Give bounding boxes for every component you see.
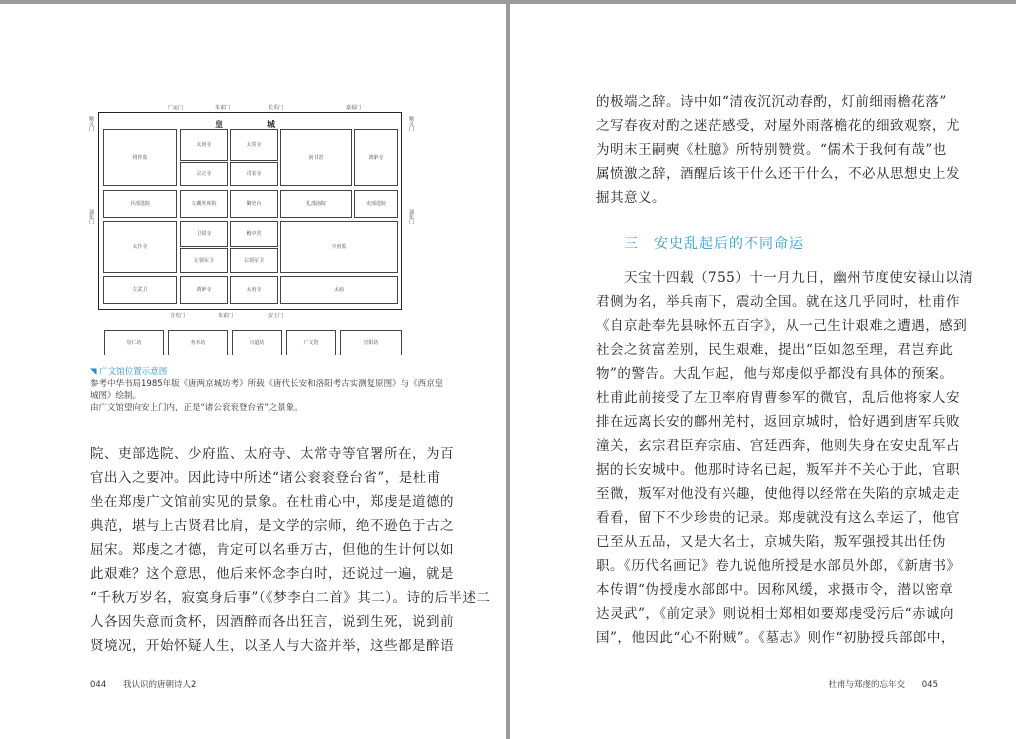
map-block: 殿中省	[230, 221, 278, 247]
section-heading: 三 安史乱起后的不同命运	[624, 236, 804, 252]
map-block: 宗正寺	[180, 162, 228, 186]
page-number: 044	[90, 680, 107, 690]
map-block: 左武卫	[103, 276, 177, 304]
text-line: 屈宋。郑虔之才德，肯定可以名垂万古，但他的生计何以如	[90, 542, 454, 558]
right-body-text	[596, 266, 974, 650]
text-line: 据的长安城中。他那时诗名已起，叛军并不关心于此，官职	[596, 462, 960, 478]
right-footer	[829, 678, 938, 690]
map-gate-label: 顺义门	[408, 116, 414, 131]
text-line: 排在远离长安的鄜州羌村，返回京城时，恰好遇到唐军兵败	[596, 414, 960, 430]
text-line: 已至从五品，又是大名士，京城失陷，叛军强授其出任伪	[596, 534, 946, 550]
book-title: 我认识的唐朝诗人2	[122, 680, 197, 690]
map-block: 鸿胪寺	[180, 276, 228, 304]
text-line: 官出入之要冲。因此诗中所述“诸公衮衮登台省”，是杜甫	[90, 470, 441, 486]
caption-title-text: 广文馆位置示意图	[99, 367, 168, 377]
map-block: 尚书省	[280, 129, 352, 186]
map-block: 右领军卫	[230, 248, 278, 273]
text-line: 杜甫此前接受了左卫率府胄曹参军的微官，乱后他将家人安	[596, 390, 960, 406]
text-line: 《自京赴奉先县咏怀五百字》，从一己生计艰难之遭遇，感到	[596, 318, 968, 334]
text-line: 坐在郑虔广文馆前实见的景象。在杜甫心中，郑虔是道德的	[90, 494, 454, 510]
caption-marker-icon: ◥	[90, 367, 100, 377]
map-gate-label: 顺义门	[88, 116, 94, 131]
text-line: 掘其意义。	[596, 190, 666, 206]
map-block: 太仆寺	[103, 221, 177, 273]
map-block: 左领军卫	[180, 248, 228, 273]
figure-caption	[90, 366, 443, 414]
text-line: 物”的警告。大乱乍起，他与郑虔似乎都没有具体的预案。	[596, 366, 954, 382]
left-page	[0, 4, 506, 739]
map-block: 卫尉寺	[180, 221, 228, 247]
map-block: 太府寺	[230, 276, 278, 304]
text-line: 院、吏部选院、少府监、太府寺、太常寺等官署所在，为百	[90, 446, 454, 462]
caption-line: 由广文馆望向安上门内，正是“诸公衮衮登台省”之景象。	[90, 403, 303, 413]
map-block: 将作监	[103, 129, 177, 186]
text-line: 看看，留下不少珍贵的记录。郑虔就没有这么幸运了，他官	[596, 510, 960, 526]
map-gate-label: 通化门	[408, 209, 414, 224]
map-gate-label: 嘉福门	[346, 105, 362, 111]
text-line: 国”，他因此“心不附贼”。《墓志》则作“初胁授兵部郎中，	[596, 630, 955, 646]
map-gate-label: 朱雀门	[215, 105, 231, 111]
map-gate-label: 长乐门	[268, 105, 284, 111]
map-block: 兵部选院	[103, 190, 177, 218]
text-line: 职。《历代名画记》卷九说他所授是水部员外郎，《新唐书》	[596, 558, 961, 574]
map-block: 太府寺	[180, 129, 228, 161]
text-line: 为明末王嗣奭《杜臆》所特别赞赏。“儒术于我何有哉”也	[596, 142, 947, 158]
text-line: 之写春夜对酌之迷茫感受，对屋外雨落檐花的细致观察，尤	[596, 118, 960, 134]
text-line: 社会之贫富差别，民生艰难，提出“臣如忽至理，君岂弃此	[596, 342, 954, 358]
text-line: 属愤激之辞，酒醒后该干什么还干什么，不必从思想史上发	[596, 166, 960, 182]
map-block: 吏部选院	[354, 190, 398, 218]
map-gate-label: 朱雀门	[218, 313, 234, 319]
text-line: 的极端之辞。诗中如“清夜沉沉动春酌，灯前细雨檐花落”	[596, 94, 947, 110]
page-number: 045	[921, 680, 938, 690]
text-line: 君侧为名，举兵南下，震动全国。就在这几乎同时，杜甫作	[596, 294, 960, 310]
text-line: 潼关，玄宗君臣弃宗庙、宫廷西奔，他则失身在安史乱军占	[596, 438, 960, 454]
map-block: 鸿胪寺	[354, 129, 398, 186]
map-block: 务本坊	[168, 330, 228, 355]
map-block: 兴道坊	[232, 330, 282, 355]
map-block: 崇仁坊	[104, 330, 164, 355]
map-block: 礼部南院	[280, 190, 352, 218]
map-block-highlight: 广文馆	[286, 330, 336, 355]
map-block: 御史台	[230, 190, 278, 218]
map-gate-label: 广运门	[168, 105, 184, 111]
left-footer	[90, 678, 196, 690]
caption-line: 参考中华书局1985年版《唐两京城坊考》所载《唐代长安和洛阳考古实测复原图》与《西京皇	[90, 379, 444, 389]
text-line: 人各因失意而贪杯，因酒醉而各出狂言，说到生死，说到前	[90, 614, 454, 630]
map-block: 宣阳坊	[340, 330, 402, 355]
text-line: 至微，叛军对他没有兴趣，使他得以经常在失陷的京城走走	[596, 486, 960, 502]
left-body-text	[90, 442, 491, 658]
caption-title	[90, 366, 443, 378]
chapter-title: 杜甫与郑虔的忘年交	[828, 680, 906, 690]
text-line: 天宝十四载（755）十一月九日，幽州节度使安禄山以清	[596, 270, 974, 286]
map-block: 少府监	[280, 221, 398, 273]
map-block: 司农寺	[230, 162, 278, 186]
right-page	[510, 4, 1016, 739]
map-gate-label: 安上门	[268, 313, 284, 319]
text-line: “千秋万岁名，寂寞身后事”（《梦李白二首》其二）。诗的后半述二	[90, 590, 491, 606]
map-block: 太常寺	[230, 129, 278, 161]
map-gate-label: 含光门	[170, 313, 186, 319]
map-title: 皇 城	[215, 119, 293, 129]
map-block: 太庙	[280, 276, 398, 304]
caption-line: 城图》绘制。	[90, 391, 142, 401]
map-gate-label: 通化门	[88, 209, 94, 224]
text-line: 达灵武”，《前定录》则说相士郑相如要郑虔受污后“赤诚向	[596, 606, 955, 622]
text-line: 贤境况，开始怀疑人生，以圣人与大盗并举，这些都是醉语	[90, 638, 454, 654]
text-line: 典范，堪与上古贤君比肩，是文学的宗师，绝不逊色于古之	[90, 518, 454, 534]
map-block: 左藏外库院	[180, 190, 228, 218]
right-top-text	[596, 90, 960, 210]
text-line: 本传谓“伪授虔水部郎中。因称风缓，求摄市令，潜以密章	[596, 582, 954, 598]
guangwenguan-location-map	[90, 104, 420, 354]
text-line: 此艰难？这个意思，他后来怀念李白时，还说过一遍，就是	[90, 566, 454, 582]
